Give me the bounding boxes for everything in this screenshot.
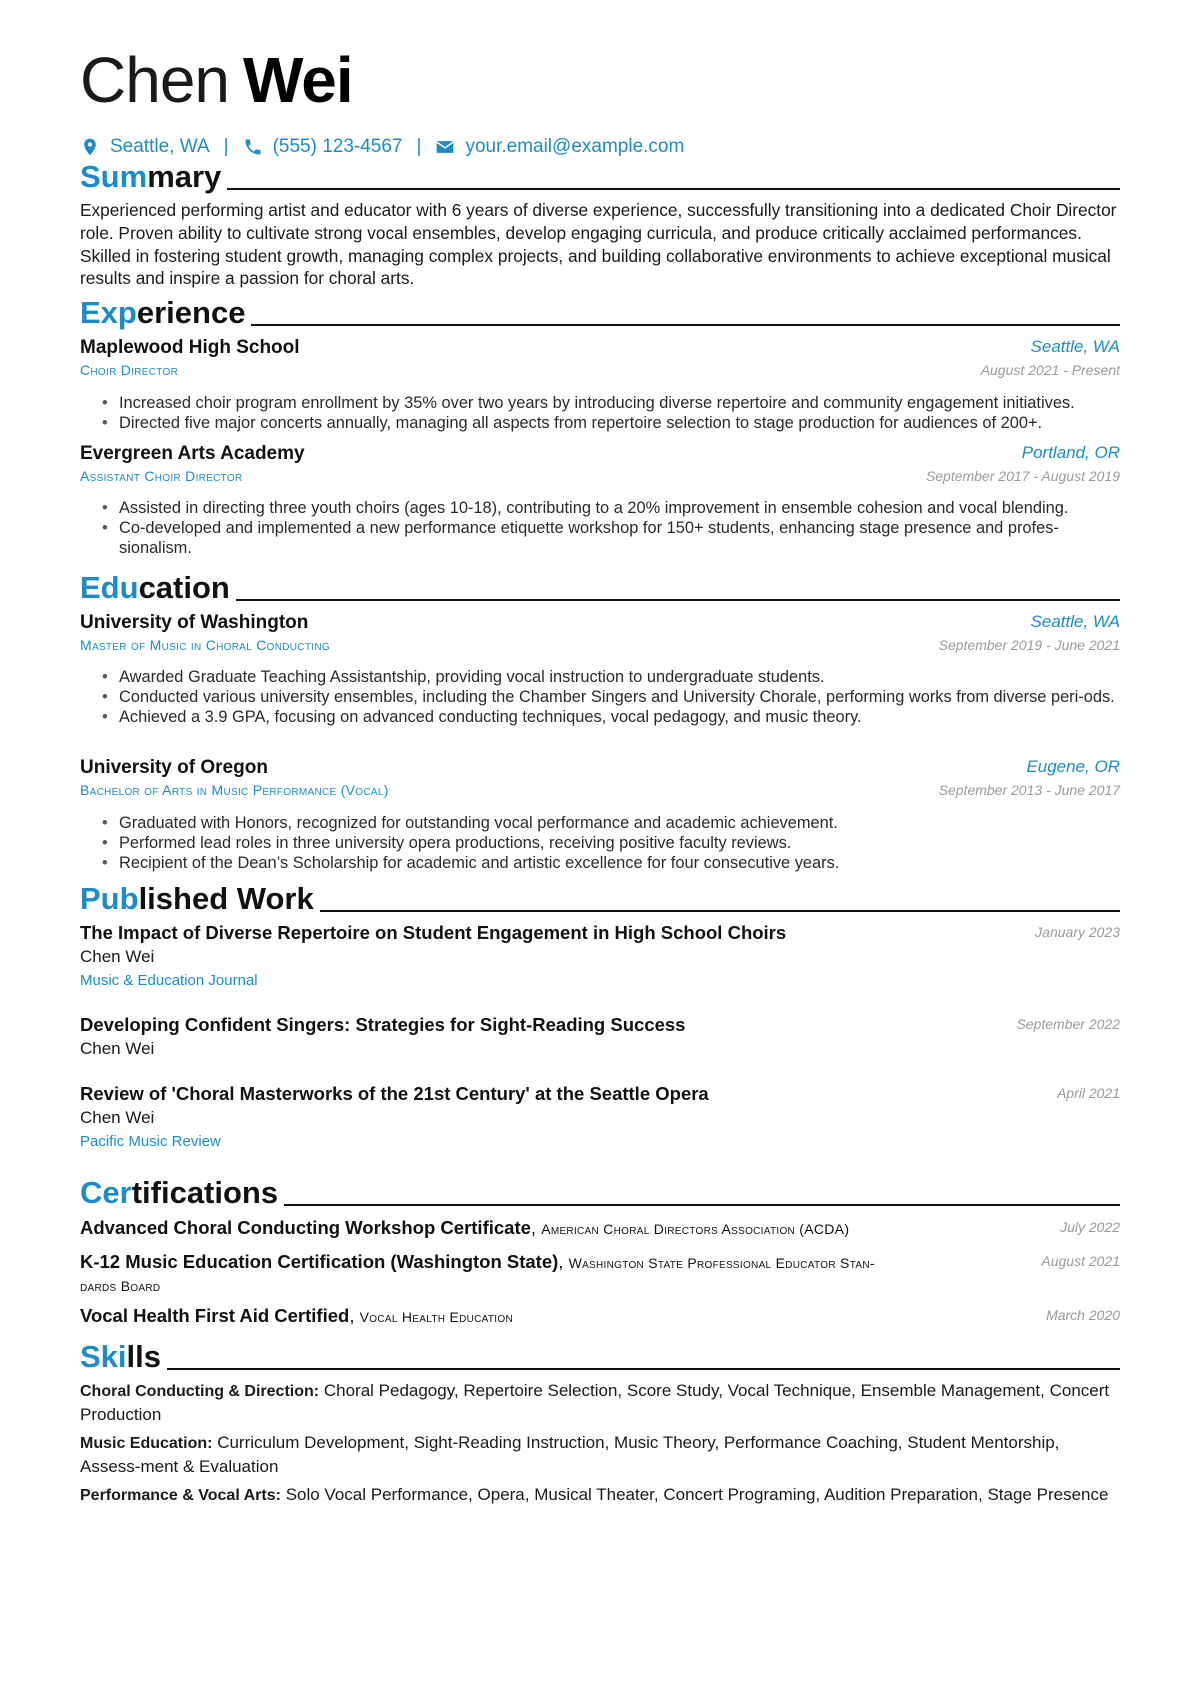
publication-author: Chen Wei	[80, 947, 155, 966]
certification-date: March 2020	[1046, 1307, 1120, 1323]
last-name: Wei	[243, 44, 353, 116]
education-entry-subheader	[80, 637, 1120, 655]
education-bullets	[102, 813, 1120, 873]
skill-items: Choral Pedagogy, Repertoire Selection, Score Study, Vocal Technique, Ensemble Management, Concert Production	[80, 1381, 1110, 1424]
candidate-name	[80, 40, 353, 120]
skill-group	[80, 1483, 1120, 1507]
list-item: • Awarded Graduate Teaching Assistantship, providing vocal instruction to undergraduate students.	[102, 667, 1120, 687]
list-item: • Directed five major concerts annually, managing all aspects from repertoire selection to stage production for audiences of 200+.	[102, 413, 1120, 433]
map-pin-icon	[80, 137, 100, 157]
certification-name: Advanced Choral Conducting Workshop Certificate	[80, 1217, 531, 1238]
job-dates: August 2021 - Present	[980, 362, 1120, 378]
section-heading-education	[80, 566, 1120, 606]
education-bullets	[102, 667, 1120, 727]
list-item: • Co-developed and implemented a new performance etiquette workshop for 150+ students, enhancing stage presence and profes-sionalism.	[102, 518, 1120, 558]
education-entry-subheader	[80, 782, 1120, 800]
heading-rest: erience	[136, 295, 246, 330]
certification-name: K-12 Music Education Certification (Washington State)	[80, 1251, 559, 1272]
heading-accent: Sum	[80, 159, 148, 194]
skill-category: Choral Conducting & Direction:	[80, 1383, 320, 1400]
list-item: • Graduated with Honors, recognized for outstanding vocal performance and academic achievement.	[102, 813, 1120, 833]
certification-issuer: Vocal Health Education	[359, 1309, 513, 1325]
job-title: Choir Director	[80, 362, 179, 378]
list-item: • Conducted various university ensembles, including the Chamber Singers and University Chorale, performing works from diverse peri-ods.	[102, 687, 1120, 707]
experience-bullets	[102, 498, 1120, 558]
section-heading-summary	[80, 155, 1120, 195]
heading-accent: Cer	[80, 1175, 132, 1210]
employer-name: Evergreen Arts Academy	[80, 443, 305, 464]
publication-venue: Pacific Music Review	[80, 1133, 221, 1150]
publication-date: January 2023	[1035, 924, 1120, 940]
certification-issuer: Washington State Professional Educator Stan-dards Board	[80, 1255, 875, 1294]
heading-accent: Ski	[80, 1339, 127, 1374]
skill-items: Curriculum Development, Sight-Reading Instruction, Music Theory, Performance Coaching, Student Mentorship, Assess-ment & Evaluation	[80, 1433, 1060, 1476]
heading-rest: cation	[138, 570, 230, 605]
school-name: University of Washington	[80, 612, 309, 633]
envelope-icon	[435, 137, 455, 157]
heading-accent: Edu	[80, 570, 139, 605]
experience-entry-header	[80, 443, 1120, 465]
heading-accent: Exp	[80, 295, 137, 330]
heading-rest: lished Work	[138, 881, 314, 916]
contact-separator: |	[416, 136, 422, 157]
location-text: Seattle, WA	[110, 136, 210, 157]
list-item: • Achieved a 3.9 GPA, focusing on advanced conducting techniques, vocal pedagogy, and music theory.	[102, 707, 1120, 727]
section-heading-skills	[80, 1335, 1120, 1375]
skill-items: Solo Vocal Performance, Opera, Musical Theater, Concert Programing, Audition Preparation, Stage Presence	[285, 1485, 1109, 1504]
list-item: • Recipient of the Dean’s Scholarship for academic and artistic excellence for four consecutive years.	[102, 853, 1120, 873]
phone-icon	[243, 137, 263, 157]
certification-date: July 2022	[1060, 1219, 1120, 1235]
publication-title: Review of 'Choral Masterworks of the 21st Century' at the Seattle Opera	[80, 1083, 709, 1104]
publication-author: Chen Wei	[80, 1108, 155, 1127]
section-rule	[167, 1368, 1120, 1370]
first-name: Chen	[80, 44, 229, 116]
employer-name: Maplewood High School	[80, 337, 300, 358]
degree-name: Bachelor of Arts in Music Performance (Vocal)	[80, 782, 389, 798]
study-dates: September 2019 - June 2021	[938, 637, 1120, 653]
section-heading-experience	[80, 291, 1120, 331]
heading-rest: lls	[126, 1339, 161, 1374]
skill-group	[80, 1379, 1120, 1426]
list-item: • Increased choir program enrollment by 35% over two years by introducing diverse repertoire and community engagement initiatives.	[102, 393, 1120, 413]
summary-text: Experienced performing artist and educator with 6 years of diverse experience, successfully transitioning into a dedicated Choir Director role. Proven ability to cultivate strong vocal ensembles, develop engaging curricula, and produce critically acclaimed performances. Skilled in fostering student growth, managing complex projects, and building collaborative environments to achieve exceptional musical results and inspire a passion for choral arts.	[80, 200, 1117, 289]
publication-venue: Music & Education Journal	[80, 972, 258, 989]
section-rule	[251, 324, 1120, 326]
experience-entry-subheader	[80, 468, 1120, 486]
certification-issuer: American Choral Directors Association (ACDA)	[541, 1221, 850, 1237]
publication-title: The Impact of Diverse Repertoire on Student Engagement in High School Choirs	[80, 922, 787, 943]
publication-author: Chen Wei	[80, 1039, 155, 1058]
heading-accent: Pub	[80, 881, 139, 916]
publication-date: September 2022	[1016, 1016, 1120, 1032]
school-location: Seattle, WA	[1030, 612, 1120, 631]
study-dates: September 2013 - June 2017	[938, 782, 1120, 798]
experience-bullets	[102, 393, 1120, 433]
education-entry-header	[80, 757, 1120, 779]
education-entry-header	[80, 612, 1120, 634]
skill-category: Music Education:	[80, 1435, 213, 1452]
skill-group	[80, 1431, 1120, 1478]
heading-rest: tifications	[131, 1175, 279, 1210]
school-location: Eugene, OR	[1026, 757, 1120, 776]
section-rule	[227, 188, 1120, 190]
section-rule	[236, 599, 1120, 601]
heading-rest: mary	[147, 159, 222, 194]
certification-date: August 2021	[1041, 1253, 1120, 1269]
contact-separator: |	[223, 136, 229, 157]
phone-text: (555) 123-4567	[272, 136, 403, 157]
email-link[interactable]: your.email@example.com	[465, 136, 685, 157]
publication-title: Developing Confident Singers: Strategies for Sight-Reading Success	[80, 1014, 686, 1035]
degree-name: Master of Music in Choral Conducting	[80, 637, 330, 653]
job-dates: September 2017 - August 2019	[925, 468, 1120, 484]
job-title: Assistant Choir Director	[80, 468, 243, 484]
section-rule	[320, 910, 1120, 912]
section-heading-published-work	[80, 877, 1120, 917]
list-item: • Assisted in directing three youth choirs (ages 10-18), contributing to a 20% improvement in ensemble cohesion and vocal blending.	[102, 498, 1120, 518]
job-location: Seattle, WA	[1030, 337, 1120, 356]
school-name: University of Oregon	[80, 757, 268, 778]
experience-entry-subheader	[80, 362, 1120, 380]
job-location: Portland, OR	[1021, 443, 1120, 462]
publication-date: April 2021	[1056, 1085, 1120, 1101]
skill-category: Performance & Vocal Arts:	[80, 1487, 281, 1504]
experience-entry-header	[80, 337, 1120, 359]
section-rule	[284, 1204, 1120, 1206]
list-item: • Performed lead roles in three university opera productions, receiving positive faculty reviews.	[102, 833, 1120, 853]
certification-name: Vocal Health First Aid Certified	[80, 1305, 350, 1326]
section-heading-certifications	[80, 1171, 1120, 1211]
